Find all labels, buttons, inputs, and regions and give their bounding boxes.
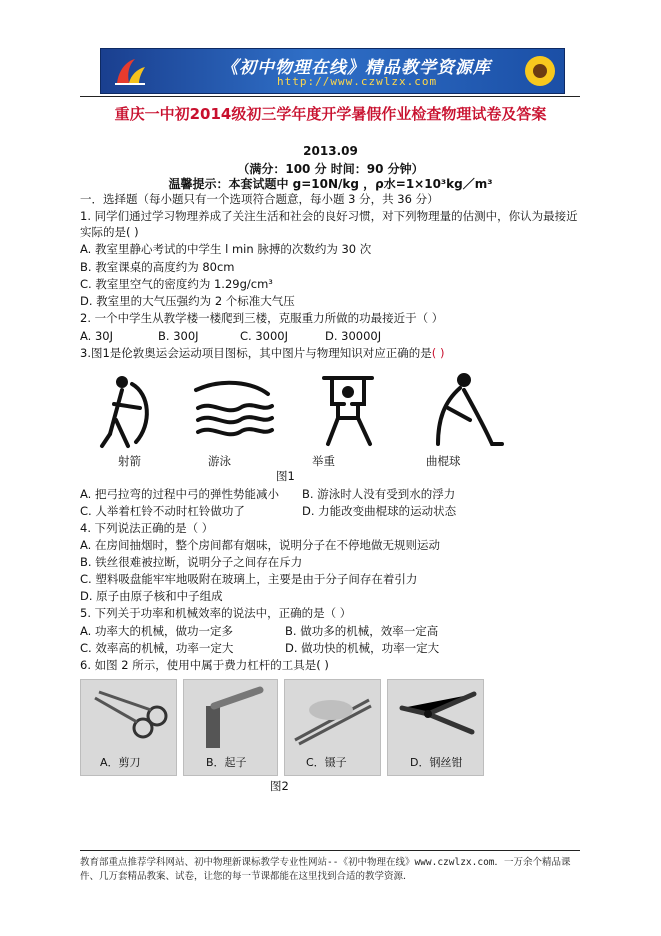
- q5-option-c: C. 效率高的机械，功率一定大: [80, 641, 234, 655]
- banner-url[interactable]: http://www.czwlzx.com: [277, 75, 438, 88]
- fig2-caption-b: B．起子: [206, 756, 247, 769]
- exam-date: 2013.09: [303, 144, 358, 158]
- q1-option-a: A. 教室里静心考试的中学生 l min 脉搏的次数约为 30 次: [80, 242, 372, 256]
- hockey-icon: [438, 375, 502, 444]
- swimming-icon: [196, 383, 272, 435]
- q3-option-a: A. 把弓拉弯的过程中弓的弹性势能减小: [80, 487, 279, 501]
- q4-option-b: B. 铁丝很难被拉断，说明分子之间存在斥力: [80, 555, 303, 569]
- sunflower-icon: [520, 52, 560, 90]
- section-heading: 一．选择题（每小题只有一个选项符合题意，每小题 3 分，共 36 分）: [80, 192, 439, 206]
- figure-1-caption: 图1: [276, 469, 295, 483]
- fig1-label-swimming: 游泳: [208, 454, 231, 468]
- weightlifting-icon: [324, 378, 372, 444]
- q1-stem-line1: 1. 同学们通过学习物理养成了关注生活和社会的良好习惯，对下列物理量的估测中，你认为最接近: [80, 209, 578, 223]
- q3-option-c: C. 人举着杠铃不动时杠铃做功了: [80, 504, 245, 518]
- fig1-label-weightlifting: 举重: [312, 454, 335, 468]
- q4-stem: 4. 下列说法正确的是（ ）: [80, 521, 214, 535]
- q4-option-c: C. 塑料吸盘能牢牢地吸附在玻璃上，主要是由于分子间存在着引力: [80, 572, 418, 586]
- q2-stem: 2. 一个中学生从教学楼一楼爬到三楼，克服重力所做的功最接近于（ ）: [80, 311, 444, 325]
- q2-option-c: C. 3000J: [240, 329, 288, 343]
- scissors-icon: [81, 680, 176, 750]
- pliers-icon: [388, 680, 483, 750]
- q2-option-a: A. 30J: [80, 329, 114, 343]
- q3-stem: [80, 345, 590, 361]
- q1-option-b: B. 教室课桌的高度约为 80cm: [80, 260, 235, 274]
- fig2-caption-a: A．剪刀: [100, 756, 141, 769]
- tweezers-icon: [285, 680, 380, 750]
- archery-icon: [102, 378, 147, 446]
- q4-option-d: D. 原子由原子核和中子组成: [80, 589, 223, 603]
- q3-option-b: B. 游泳时人没有受到水的浮力: [302, 487, 456, 501]
- q3-answer-paren: ( ): [431, 346, 445, 360]
- footer-line-2: 件、几万套精品教案、试卷，让您的每一节课都能在这里找到合适的教学资源．: [80, 871, 413, 882]
- q1-stem-line2: 实际的是( ): [80, 225, 139, 239]
- q5-option-d: D. 做功快的机械，功率一定大: [285, 641, 440, 655]
- site-logo-icon: [113, 55, 147, 87]
- fig1-label-hockey: 曲棍球: [426, 454, 461, 468]
- header-rule: [80, 96, 580, 97]
- banner-title: 《初中物理在线》精品教学资源库: [221, 58, 491, 78]
- q6-stem: 6. 如图 2 所示，使用中属于费力杠杆的工具是( ): [80, 658, 329, 672]
- q1-option-d: D. 教室里的大气压强约为 2 个标准大气压: [80, 294, 295, 308]
- q5-option-b: B. 做功多的机械，效率一定高: [285, 624, 439, 638]
- warm-tip: 温馨提示：本套试题中 g=10N/kg ，ρ水=1×10³kg／m³: [168, 177, 493, 191]
- fig2-caption-d: D．钢丝钳: [410, 756, 463, 769]
- page-footer: [80, 856, 585, 884]
- fig2-caption-c: C．镊子: [306, 756, 347, 769]
- q2-option-b: B. 300J: [158, 329, 199, 343]
- q5-option-a: A. 功率大的机械，做功一定多: [80, 624, 233, 638]
- q5-stem: 5. 下列关于功率和机械效率的说法中，正确的是（ ）: [80, 606, 352, 620]
- score-time: （满分：100 分 时间：90 分钟）: [237, 162, 424, 176]
- page-title: 重庆一中初2014级初三学年度开学暑假作业检查物理试卷及答案: [114, 105, 547, 123]
- q3-option-d: D. 力能改变曲棍球的运动状态: [302, 504, 457, 518]
- q1-option-c: C. 教室里空气的密度约为 1.29g/cm³: [80, 277, 273, 291]
- footer-line-1: 教育部重点推荐学科网站、初中物理新课标教学专业性网站--《初中物理在线》www.czwlzx.com．一万余个精品课: [80, 857, 571, 868]
- bottle-opener-icon: [184, 680, 277, 750]
- q4-option-a: A. 在房间抽烟时，整个房间都有烟味，说明分子在不停地做无规则运动: [80, 538, 440, 552]
- fig1-label-archery: 射箭: [118, 454, 141, 468]
- site-banner: [100, 48, 565, 94]
- footer-rule: [80, 850, 580, 851]
- figure-2-caption: 图2: [270, 779, 289, 793]
- q3-stem-text: 3.图1是伦敦奥运会运动项目图标，其中图片与物理知识对应正确的是: [80, 346, 432, 360]
- q2-option-d: D. 30000J: [325, 329, 382, 343]
